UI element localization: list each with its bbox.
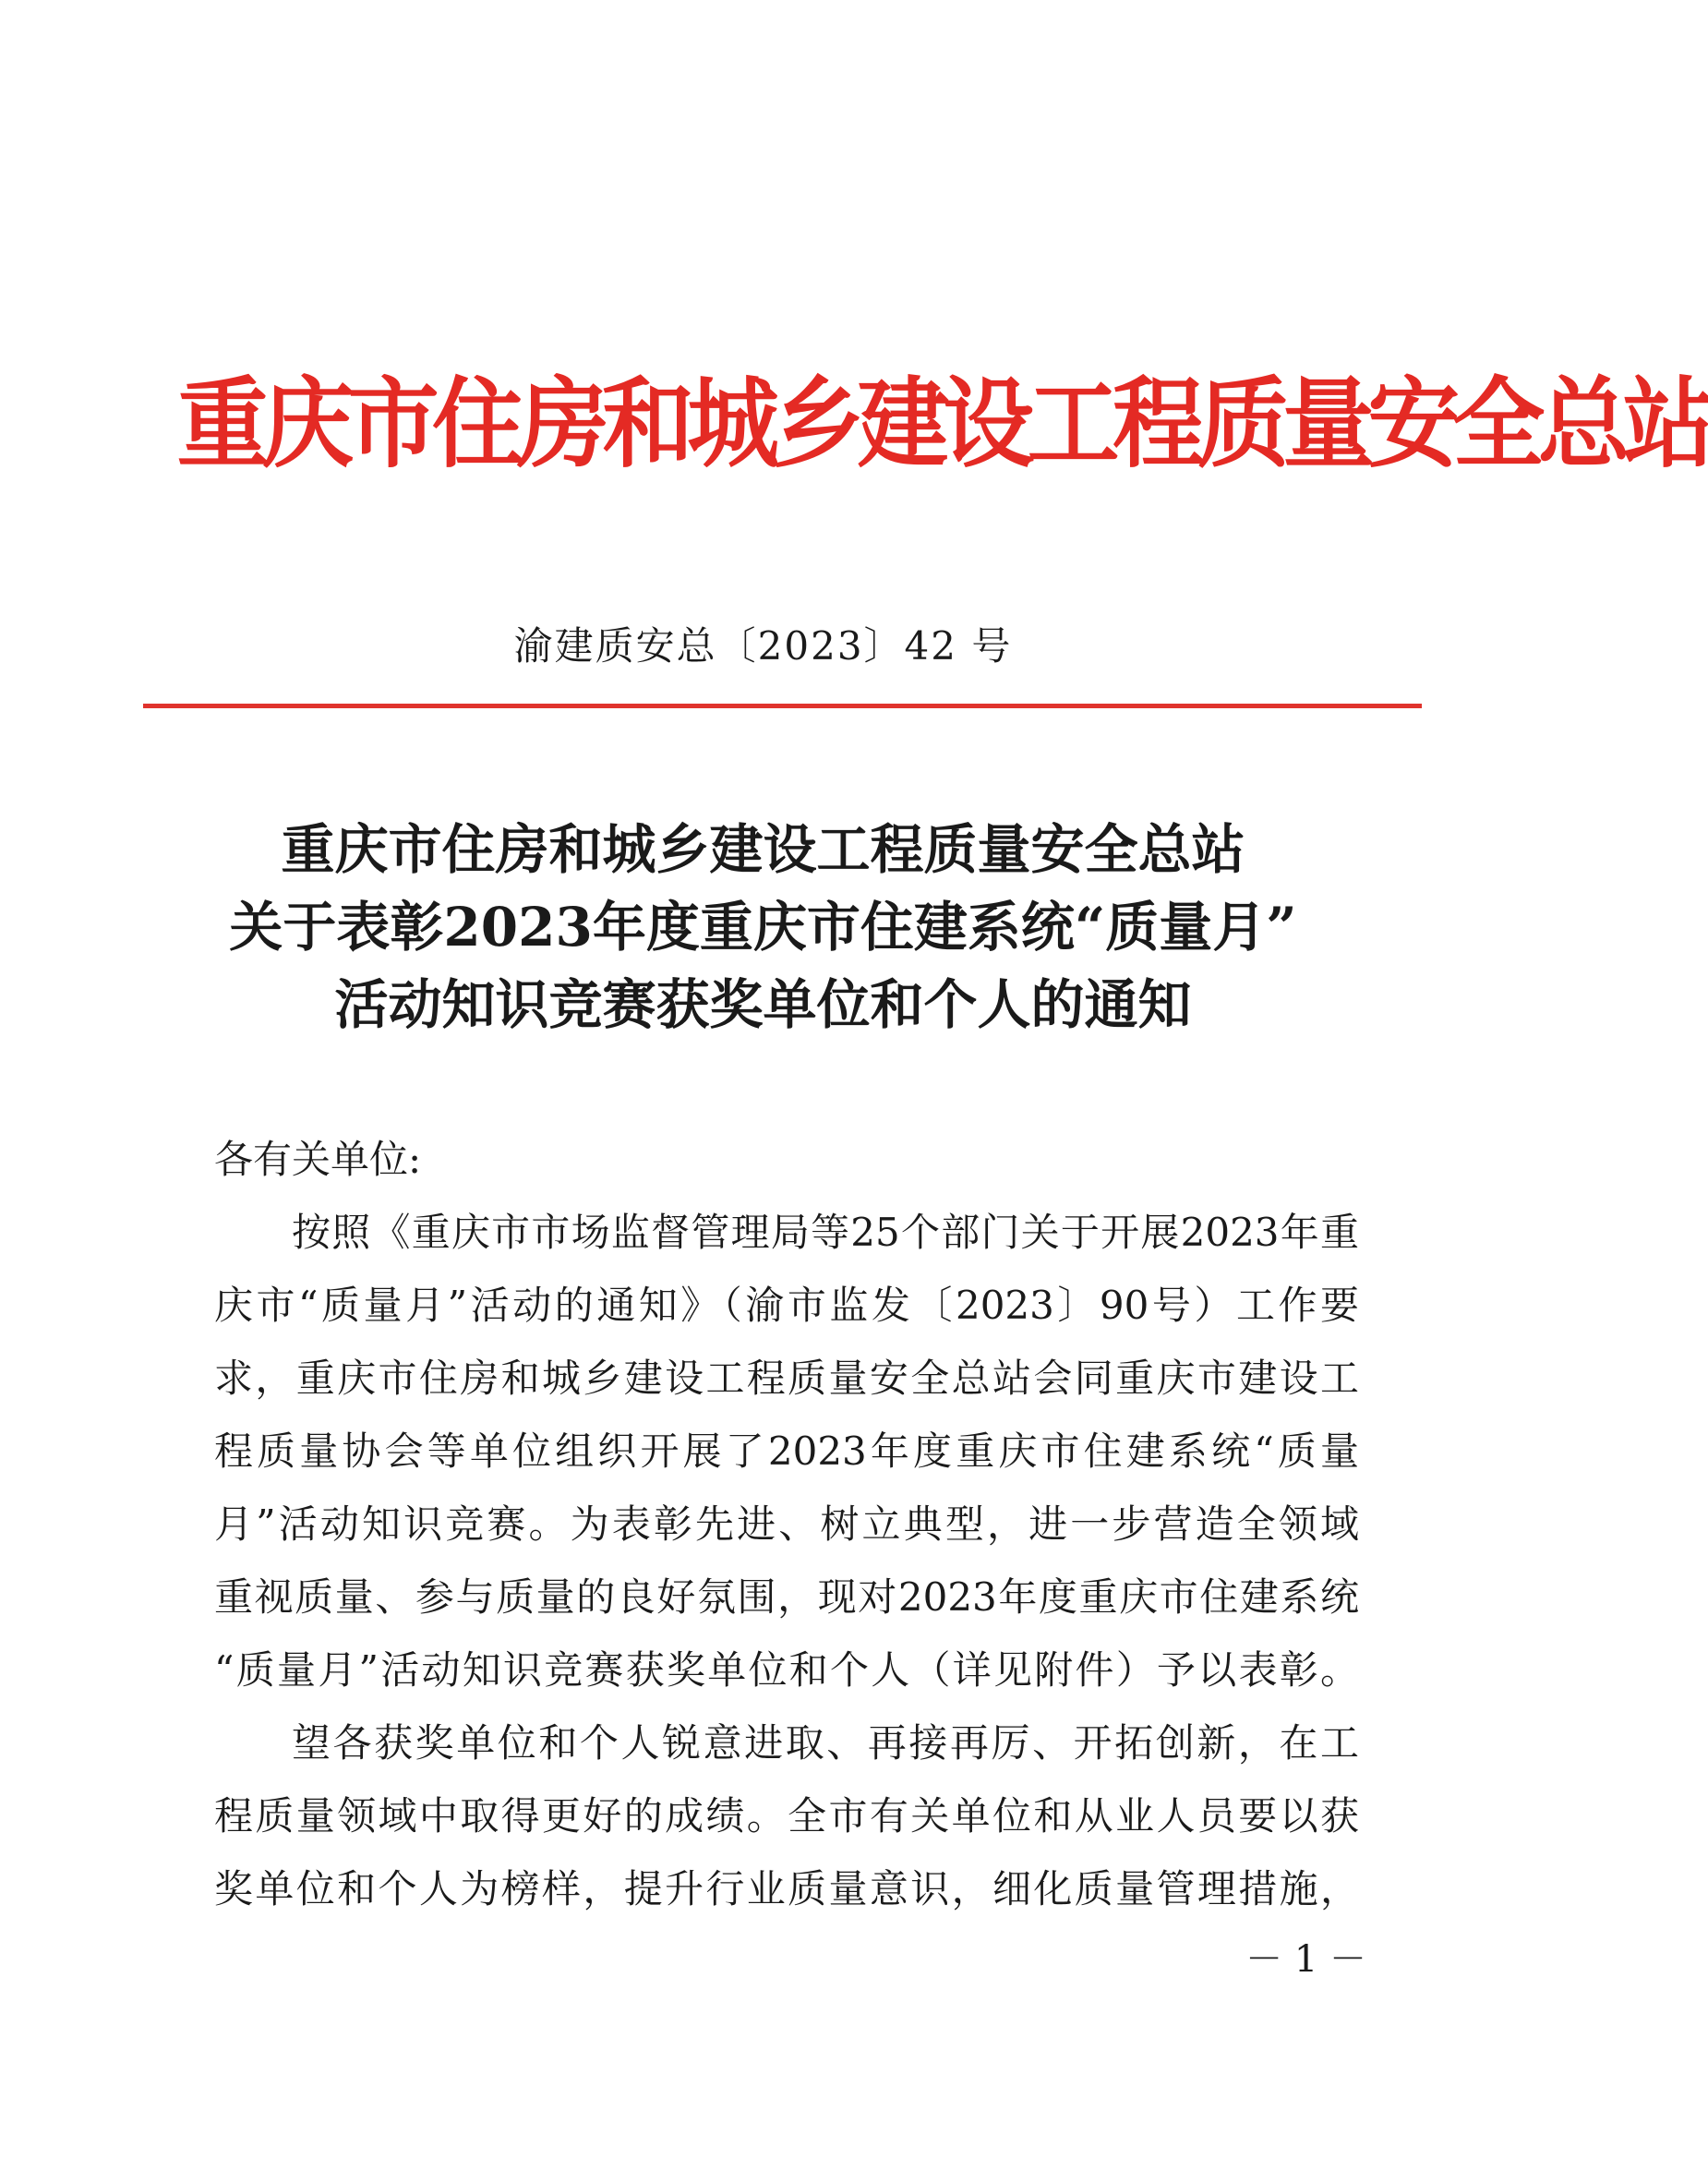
document-body — [214, 1123, 1359, 1925]
body-line: “质量月”活动知识竞赛获奖单位和个人（详见附件）予以表彰。 — [214, 1647, 1359, 1693]
document-number: 渝建质安总〔2023〕42 号 — [513, 623, 1013, 669]
red-divider-line — [143, 704, 1422, 708]
salutation: 各有关单位: — [214, 1137, 422, 1182]
title-line: 活动知识竞赛获奖单位和个人的通知 — [334, 973, 1192, 1036]
body-line: 程质量协会等单位组织开展了2023年度重庆市住建系统“质量 — [214, 1429, 1359, 1474]
body-line: 求，重庆市住房和城乡建设工程质量安全总站会同重庆市建设工 — [214, 1356, 1359, 1401]
body-line: 按照《重庆市市场监督管理局等25个部门关于开展2023年重 — [292, 1210, 1359, 1255]
body-line: 庆市“质量月”活动的通知》（渝市监发〔2023〕90号）工作要 — [214, 1283, 1359, 1328]
body-line: 奖单位和个人为榜样，提升行业质量意识，细化质量管理措施， — [214, 1866, 1359, 1911]
body-line: 望各获奖单位和个人锐意进取、再接再厉、开拓创新，在工 — [292, 1720, 1359, 1766]
document-title — [0, 811, 1526, 1043]
body-line: 重视质量、参与质量的良好氛围，现对2023年度重庆市住建系统 — [214, 1574, 1359, 1620]
body-line: 程质量领域中取得更好的成绩。全市有关单位和从业人员要以获 — [214, 1793, 1359, 1839]
title-line: 重庆市住房和城乡建设工程质量安全总站 — [281, 818, 1245, 881]
page-number: － 1 － — [1245, 1938, 1366, 1981]
body-line: 月”活动知识竞赛。为表彰先进、树立典型，进一步营造全领域 — [214, 1501, 1359, 1547]
organization-header: 重庆市住房和城乡建设工程质量安全总站 — [176, 368, 1708, 481]
title-line: 关于表彰2023年度重庆市住建系统“质量月” — [229, 896, 1297, 958]
